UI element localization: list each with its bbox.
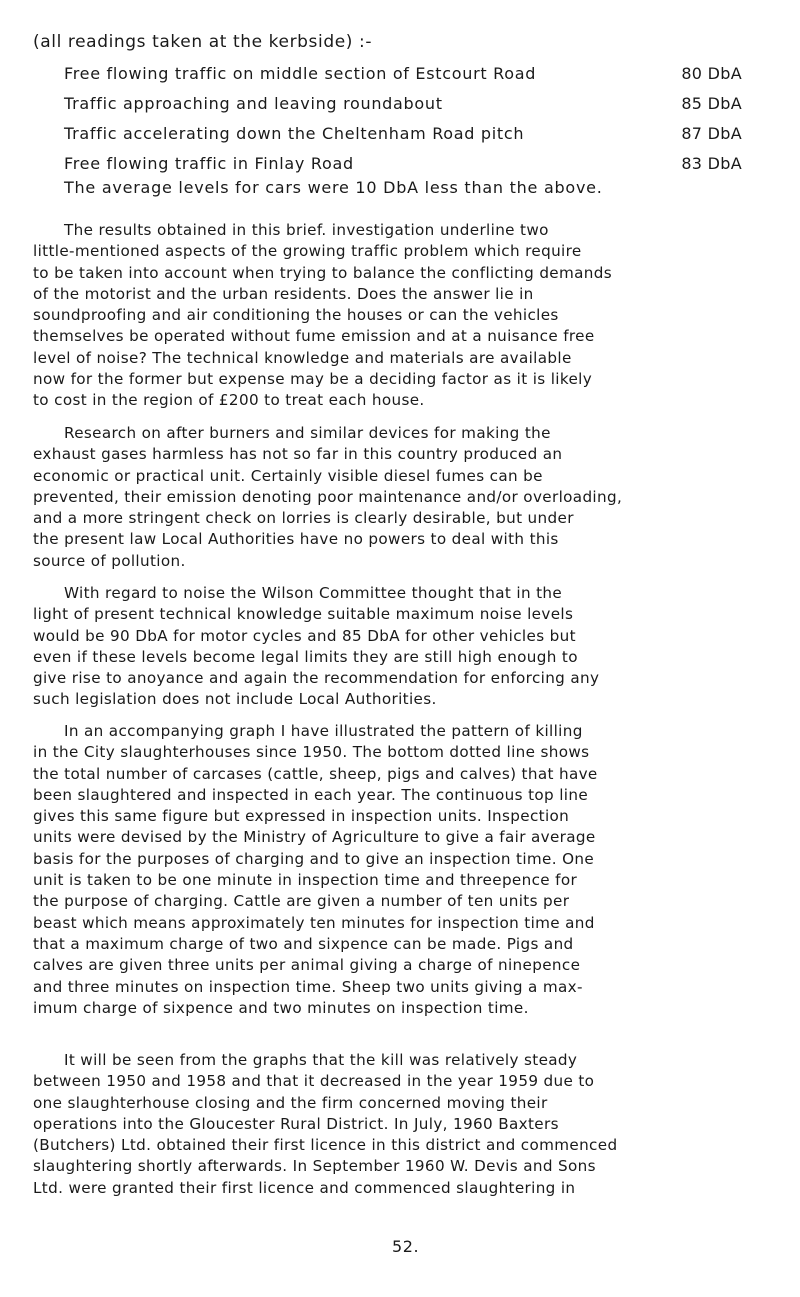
paragraph-line: units were devised by the Ministry of Agriculture to give a fair average — [33, 828, 596, 847]
reading-value: 87 DbA — [681, 123, 742, 143]
reading-row — [64, 58, 742, 88]
paragraph-line: in the City slaughterhouses since 1950. The bottom dotted line shows — [33, 743, 590, 762]
reading-row — [64, 118, 742, 148]
paragraph-line: one slaughterhouse closing and the firm concerned moving their — [33, 1093, 548, 1112]
paragraph-line: even if these levels become legal limits they are still high enough to — [33, 647, 578, 666]
noise-readings-list — [64, 58, 742, 178]
paragraph-line: imum charge of sixpence and two minutes on inspection time. — [33, 998, 529, 1017]
paragraph-line: light of present technical knowledge suitable maximum noise levels — [33, 605, 574, 624]
paragraph-line: soundproofing and air conditioning the houses or can the vehicles — [33, 306, 559, 325]
paragraph-line: that a maximum charge of two and sixpence can be made. Pigs and — [33, 934, 574, 953]
paragraph-line: the present law Local Authorities have no powers to deal with this — [33, 530, 559, 549]
paragraph-line: calves are given three units per animal giving a charge of ninepence — [33, 956, 581, 975]
paragraph-wilson-committee — [33, 583, 778, 711]
paragraph-line: unit is taken to be one minute in inspection time and threepence for — [33, 871, 578, 890]
paragraph-line: Research on after burners and similar devices for making the — [64, 424, 551, 442]
paragraph-line: to be taken into account when trying to balance the conflicting demands — [33, 263, 613, 282]
paragraph-line: operations into the Gloucester Rural District. In July, 1960 Baxters — [33, 1114, 559, 1133]
reading-row — [64, 88, 742, 118]
paragraph-line: Ltd. were granted their first licence and commenced slaughtering in — [33, 1178, 576, 1197]
reading-value: 80 DbA — [681, 63, 742, 83]
paragraph-line: to cost in the region of £200 to treat each house. — [33, 391, 425, 410]
paragraph-line: now for the former but expense may be a deciding factor as it is likely — [33, 370, 593, 389]
paragraph-line: between 1950 and 1958 and that it decreased in the year 1959 due to — [33, 1072, 595, 1091]
reading-label: Traffic accelerating down the Cheltenham Road pitch — [64, 123, 525, 143]
paragraph-line: source of pollution. — [33, 551, 186, 570]
page-number: 52. — [392, 1237, 420, 1256]
paragraph-line: In an accompanying graph I have illustrated the pattern of killing — [64, 722, 583, 740]
paragraph-line: themselves be operated without fume emission and at a nuisance free — [33, 327, 595, 346]
paragraph-line: It will be seen from the graphs that the kill was relatively steady — [64, 1051, 578, 1069]
paragraph-line: give rise to anoyance and again the recommendation for enforcing any — [33, 669, 600, 688]
paragraph-line: (Butchers) Ltd. obtained their first licence in this district and commenced — [33, 1136, 618, 1155]
paragraph-line: The results obtained in this brief. investigation underline two — [64, 221, 549, 239]
readings-intro: (all readings taken at the kerbside) :- — [33, 32, 373, 52]
paragraph-line: would be 90 DbA for motor cycles and 85 DbA for other vehicles but — [33, 626, 576, 645]
paragraph-slaughterhouses — [33, 721, 778, 1019]
paragraph-exhaust-research — [33, 423, 778, 572]
paragraph-line: beast which means approximately ten minutes for inspection time and — [33, 913, 595, 932]
paragraph-line: and a more stringent check on lorries is clearly desirable, but under — [33, 509, 574, 528]
reading-value: 83 DbA — [681, 153, 742, 173]
reading-label: Free flowing traffic in Finlay Road — [64, 153, 354, 173]
paragraph-line: little-mentioned aspects of the growing traffic problem which require — [33, 242, 582, 261]
paragraph-line: of the motorist and the urban residents. Does the answer lie in — [33, 284, 534, 303]
paragraph-line: exhaust gases harmless has not so far in this country produced an — [33, 445, 563, 464]
paragraph-line: such legislation does not include Local Authorities. — [33, 690, 437, 709]
paragraph-line: gives this same figure but expressed in inspection units. Inspection — [33, 807, 570, 826]
paragraph-line: basis for the purposes of charging and to give an inspection time. One — [33, 849, 595, 868]
average-note: The average levels for cars were 10 DbA less than the above. — [64, 178, 603, 197]
paragraph-line: the purpose of charging. Cattle are given a number of ten units per — [33, 892, 570, 911]
paragraph-line: and three minutes on inspection time. Sheep two units giving a max- — [33, 977, 583, 996]
reading-label: Traffic approaching and leaving roundabout — [64, 93, 443, 113]
paragraph-line: economic or practical unit. Certainly visible diesel fumes can be — [33, 466, 543, 485]
paragraph-line: With regard to noise the Wilson Committee thought that in the — [64, 584, 563, 602]
paragraph-line: been slaughtered and inspected in each year. The continuous top line — [33, 785, 589, 804]
reading-label: Free flowing traffic on middle section of Estcourt Road — [64, 63, 537, 83]
paragraph-line: prevented, their emission denoting poor maintenance and/or overloading, — [33, 487, 623, 506]
reading-row — [64, 148, 742, 178]
paragraph-traffic-problem — [33, 220, 778, 412]
paragraph-line: level of noise? The technical knowledge and materials are available — [33, 348, 572, 367]
reading-value: 85 DbA — [681, 93, 742, 113]
paragraph-line: the total number of carcases (cattle, sheep, pigs and calves) that have — [33, 764, 598, 783]
paragraph-line: slaughtering shortly afterwards. In September 1960 W. Devis and Sons — [33, 1157, 596, 1176]
paragraph-kill-trend — [33, 1050, 778, 1199]
